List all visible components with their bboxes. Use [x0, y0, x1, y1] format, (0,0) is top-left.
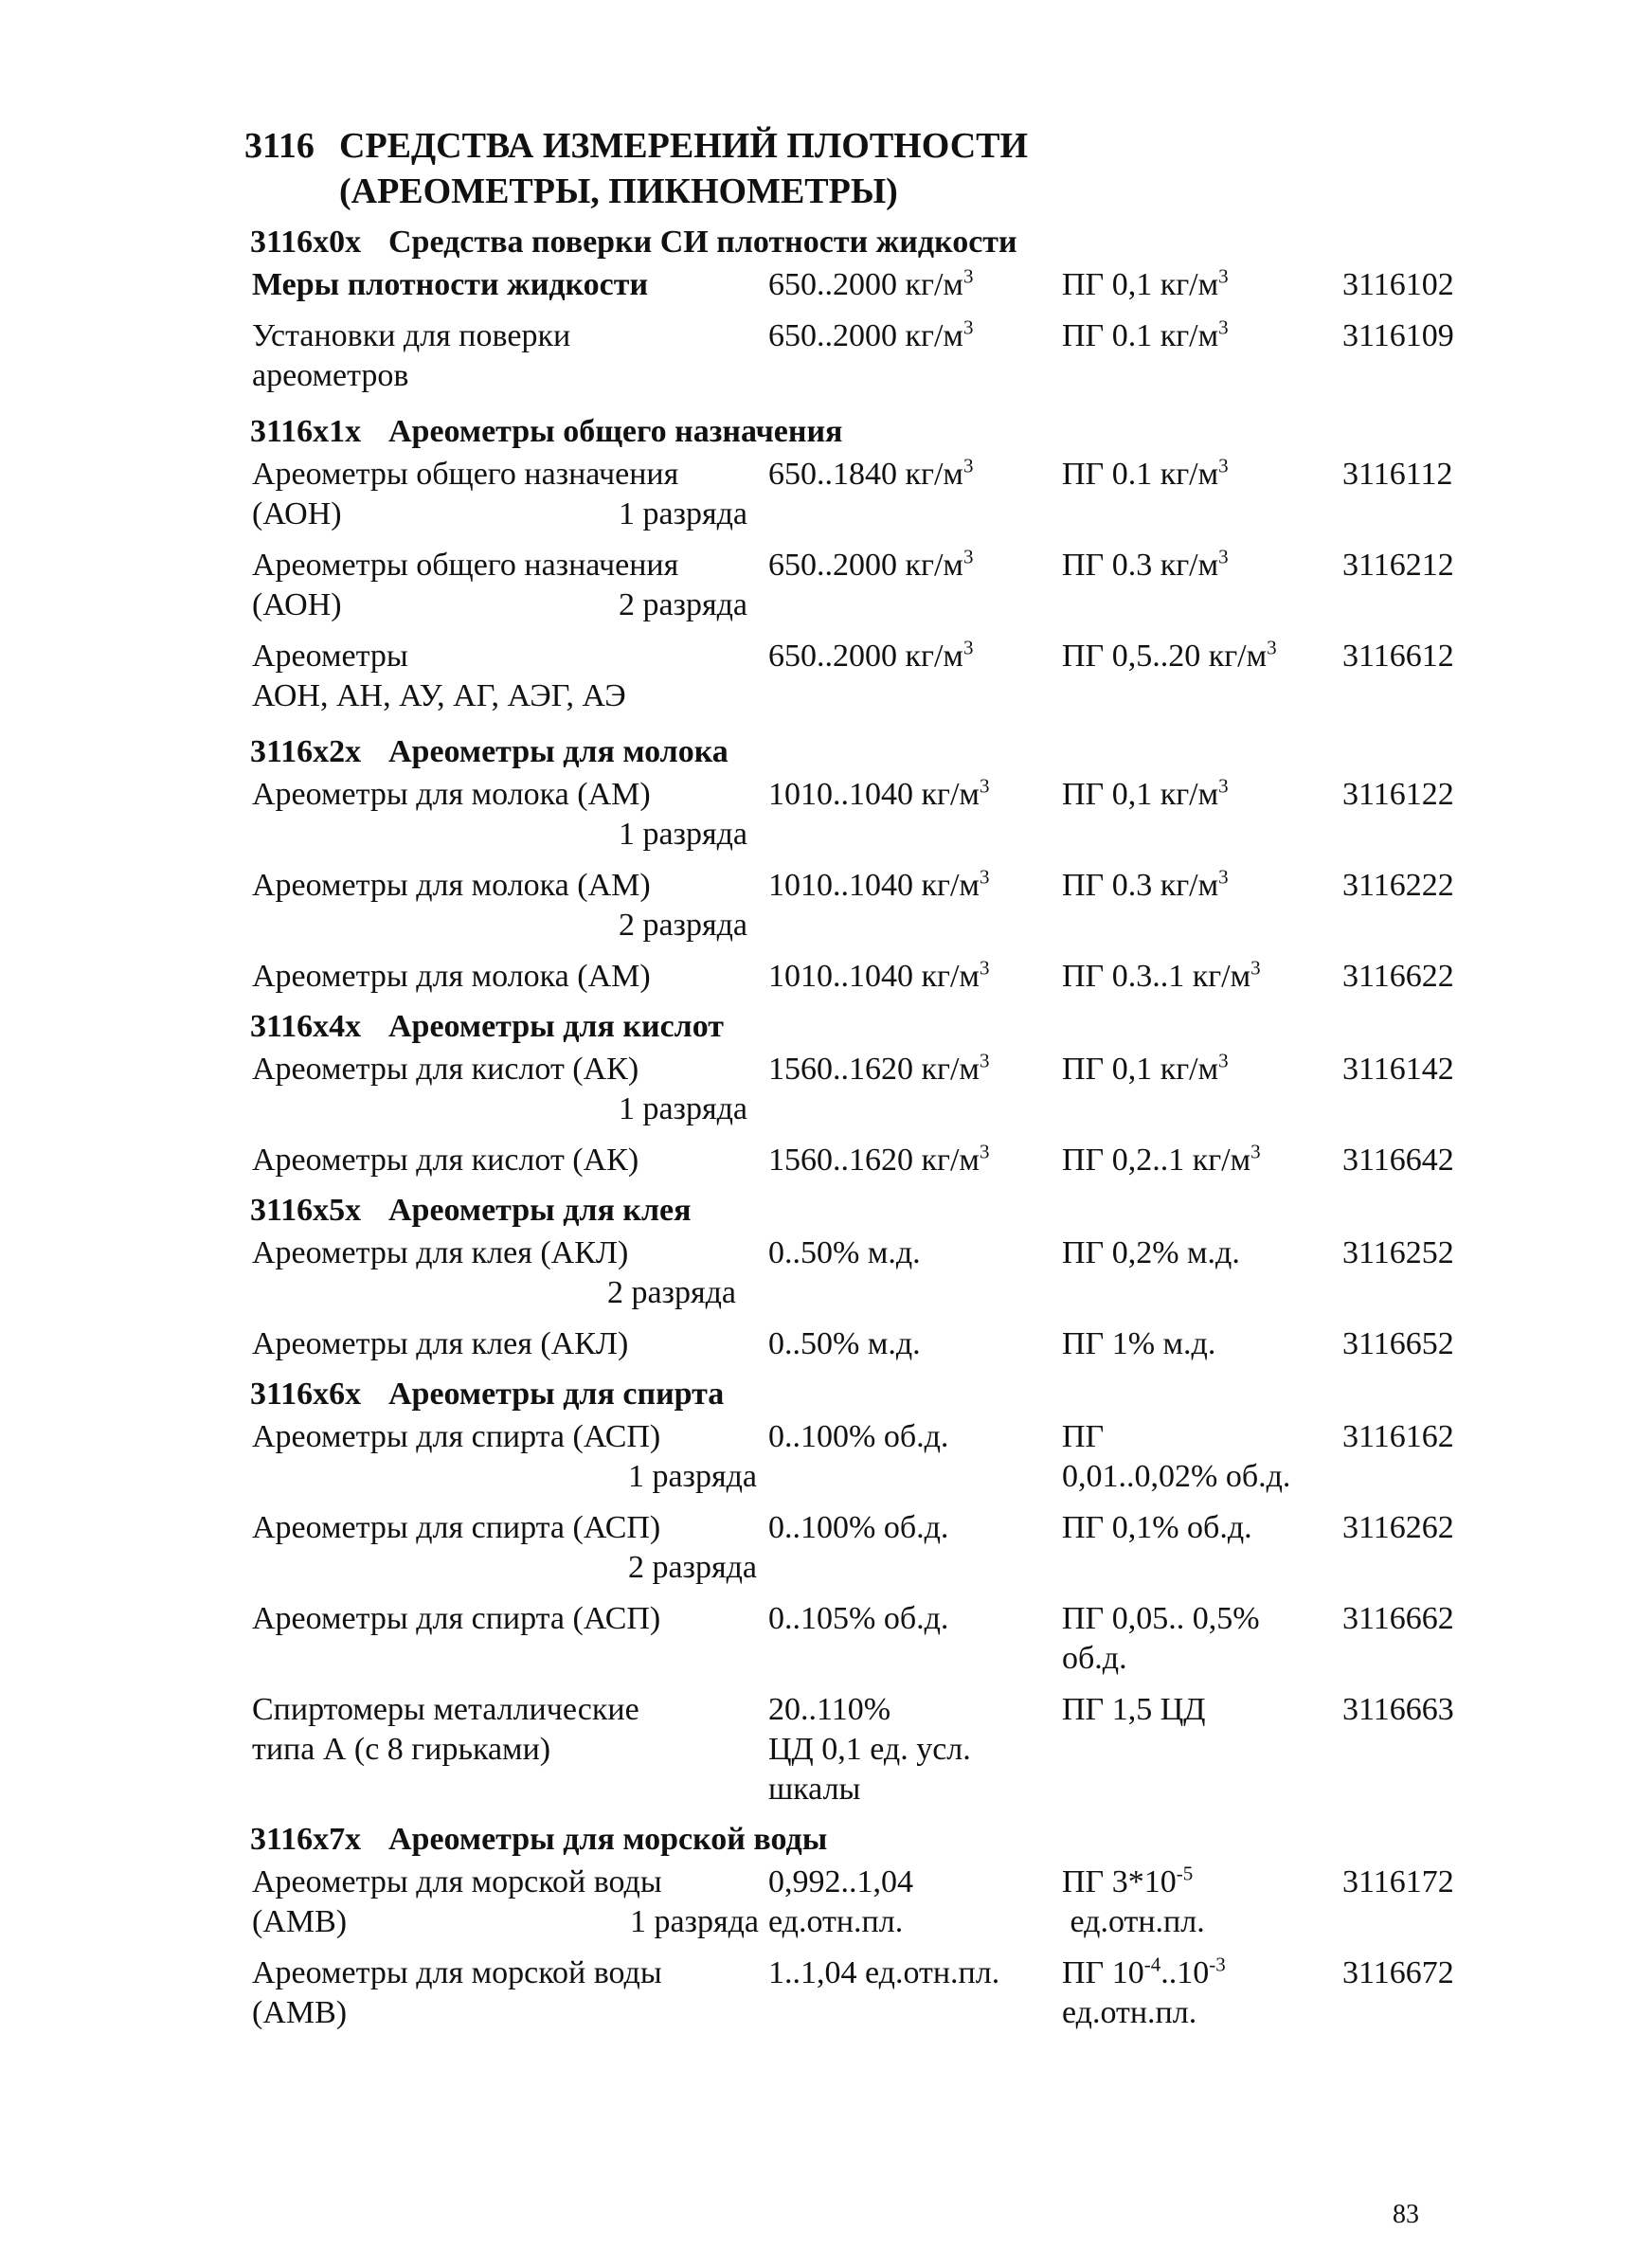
section-code: 3116x5x [250, 1193, 362, 1228]
item-name: Ареометры АОН, АН, АУ, АГ, АЭГ, АЭ [252, 639, 626, 713]
item-error: ПГ 0.3 $кг/м^3$ [1062, 545, 1229, 583]
item-name: Ареометры для кислот (АК) 1 разряда [252, 1052, 747, 1126]
item-name: Установки для поверки ареометров [252, 318, 571, 393]
item-error: ПГ 0,5..20 $кг/м^3$ [1062, 636, 1277, 674]
section-title: Средства поверки СИ плотности жидкости [388, 225, 1017, 260]
table-row [250, 546, 1482, 625]
item-error: ПГ 0,2..1 $кг/м^3$ [1062, 1140, 1261, 1178]
item-range: 650..1840 $кг/м^3$ [768, 454, 974, 492]
item-error: ПГ 0.1 $кг/м^3$ [1062, 315, 1229, 353]
table-row [250, 1417, 1482, 1497]
item-name: Ареометры для клея (АКЛ) [252, 1326, 629, 1361]
table-row [250, 455, 1482, 534]
section-code: 3116x4x [250, 1009, 362, 1044]
item-range: 1560..1620 $кг/м^3$ [768, 1049, 990, 1087]
table-row [250, 637, 1482, 716]
section-title: Ареометры для клея [388, 1193, 692, 1228]
item-error: ПГ 0,1 $кг/м^3$ [1062, 774, 1229, 812]
item-code: 3116652 [1342, 1326, 1454, 1361]
section-heading [250, 1376, 1482, 1417]
item-name: Ареометры для спирта (АСП) [252, 1601, 661, 1636]
table-row [250, 316, 1482, 396]
item-name: Ареометры для молока (АМ) 1 разряда [252, 777, 747, 852]
section-title: Ареометры для кислот [388, 1009, 724, 1044]
section-code: 3116x7x [250, 1822, 362, 1857]
item-code: 3116162 [1342, 1419, 1454, 1454]
section-code: 3116x0x [250, 225, 362, 260]
section-code: 3116x2x [250, 734, 362, 769]
section-heading [250, 733, 1482, 775]
item-code: 3116662 [1342, 1601, 1454, 1636]
title-line-2: (АРЕОМЕТРЫ, ПИКНОМЕТРЫ) [339, 171, 898, 211]
title-number: 3116 [244, 126, 315, 166]
item-name: Ареометры для спирта (АСП) 2 разряда [252, 1510, 757, 1585]
item-range: 1010..1040 $кг/м^3$ [768, 956, 990, 994]
section-code: 3116x1x [250, 414, 362, 449]
item-code: 3116102 [1342, 267, 1454, 302]
item-name: Ареометры для спирта (АСП) 1 разряда [252, 1419, 757, 1494]
table-row [250, 1233, 1482, 1313]
item-error: ПГ 0,01..0,02% об.д. [1062, 1419, 1291, 1494]
item-name: Ареометры для морской воды (АМВ) [252, 1955, 662, 2030]
item-error: ПГ 0,1 $кг/м^3$ [1062, 264, 1229, 302]
table-row [250, 957, 1482, 997]
section-heading [250, 224, 1482, 265]
item-error: ПГ 0,2% м.д. [1062, 1235, 1240, 1270]
item-error: ПГ 0.1 $кг/м^3$ [1062, 454, 1229, 492]
item-range: 0..50% м.д. [768, 1326, 921, 1361]
item-name: Ареометры общего назначения (АОН) 2 разряда [252, 548, 747, 622]
item-name: Ареометры общего назначения (АОН) 1 разряда [252, 457, 747, 531]
item-range: 0,992..1,04 ед.отн.пл. [768, 1864, 913, 1939]
item-error: ПГ 0,1 $кг/м^3$ [1062, 1049, 1229, 1087]
item-range: 650..2000 $кг/м^3$ [768, 545, 974, 583]
item-error: ПГ $10^{-4}..10^{-3}$ ед.отн.пл. [1062, 1953, 1226, 2030]
item-code: 3116109 [1342, 318, 1454, 353]
table-row [250, 1863, 1482, 1942]
item-range: 1010..1040 $кг/м^3$ [768, 774, 990, 812]
item-range: 650..2000 $кг/м^3$ [768, 264, 974, 302]
item-name: Ареометры для молока (АМ) [252, 959, 651, 994]
item-code: 3116142 [1342, 1052, 1454, 1087]
item-code: 3116172 [1342, 1864, 1454, 1899]
section-title: Ареометры для спирта [388, 1377, 725, 1412]
item-code: 3116262 [1342, 1510, 1454, 1545]
item-range: 1560..1620 $кг/м^3$ [768, 1140, 990, 1178]
item-range: 0..50% м.д. [768, 1235, 921, 1270]
item-range: 650..2000 $кг/м^3$ [768, 315, 974, 353]
item-error: ПГ 0,05.. 0,5% об.д. [1062, 1601, 1260, 1676]
item-code: 3116642 [1342, 1143, 1454, 1178]
item-name: Ареометры для молока (АМ) 2 разряда [252, 868, 747, 943]
table-row [250, 1050, 1482, 1129]
table-row [250, 1690, 1482, 1809]
item-code: 3116112 [1342, 457, 1453, 492]
item-name: Ареометры для кислот (АК) [252, 1143, 639, 1178]
table-row [250, 265, 1482, 305]
table-row [250, 775, 1482, 855]
document-title [244, 123, 1028, 214]
item-name: Спиртомеры металлические типа А (с 8 гирьками) [252, 1692, 639, 1767]
item-range: 0..100% об.д. [768, 1419, 949, 1454]
item-code: 3116122 [1342, 777, 1454, 812]
table-row [250, 1599, 1482, 1679]
table-row [250, 1953, 1482, 2033]
item-error: ПГ 0.3..1 $кг/м^3$ [1062, 956, 1261, 994]
item-code: 3116222 [1342, 868, 1454, 903]
item-name: Ареометры для морской воды (АМВ) 1 разряда [252, 1864, 759, 1939]
item-range: 0..100% об.д. [768, 1510, 949, 1545]
item-error: ПГ 0,1% об.д. [1062, 1510, 1252, 1545]
table-row [250, 1508, 1482, 1588]
table-row [250, 1141, 1482, 1180]
item-range: 650..2000 $кг/м^3$ [768, 636, 974, 674]
page-number: 83 [1393, 2200, 1419, 2229]
item-error: ПГ $3*10^{-5}$ ед.отн.пл. [1062, 1862, 1205, 1939]
item-range: 20..110% ЦД 0,1 ед. усл. шкалы [768, 1692, 971, 1807]
item-code: 3116672 [1342, 1955, 1454, 1990]
section-code: 3116x6x [250, 1377, 362, 1412]
item-error: ПГ 0.3 $кг/м^3$ [1062, 865, 1229, 903]
section-heading [250, 413, 1482, 455]
item-code: 3116622 [1342, 959, 1454, 994]
item-range: 1..1,04 ед.отн.пл. [768, 1955, 1000, 1990]
item-range: 1010..1040 $кг/м^3$ [768, 865, 990, 903]
item-error: ПГ 1,5 ЦД [1062, 1692, 1206, 1727]
table-row [250, 866, 1482, 945]
section-heading [250, 1008, 1482, 1050]
section-heading [250, 1821, 1482, 1863]
item-code: 3116612 [1342, 639, 1454, 674]
section-title: Ареометры общего назначения [388, 414, 843, 449]
item-code: 3116663 [1342, 1692, 1454, 1727]
item-range: 0..105% об.д. [768, 1601, 949, 1636]
section-title: Ареометры для морской воды [388, 1822, 828, 1857]
section-title: Ареометры для молока [388, 734, 729, 769]
item-error: ПГ 1% м.д. [1062, 1326, 1216, 1361]
item-name: Ареометры для клея (АКЛ) 2 разряда [252, 1235, 736, 1310]
item-code: 3116212 [1342, 548, 1454, 583]
title-line-1: СРЕДСТВА ИЗМЕРЕНИЙ ПЛОТНОСТИ [339, 126, 1029, 166]
table-row [250, 1324, 1482, 1364]
section-heading [250, 1192, 1482, 1233]
catalog-content [250, 224, 1482, 2033]
item-name: Меры плотности жидкости [252, 267, 649, 302]
item-code: 3116252 [1342, 1235, 1454, 1270]
